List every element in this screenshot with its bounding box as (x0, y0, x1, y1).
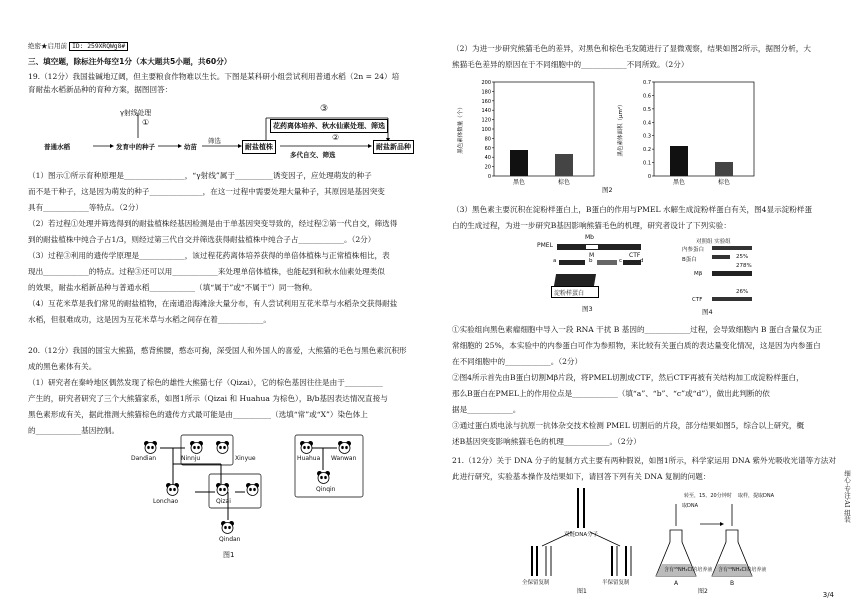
y-tick-label: 120 (481, 117, 491, 124)
q20-sub1-line-3: 在不同细胞中的____________。（2分） (452, 357, 583, 366)
x-tick-label: 棕色 (557, 179, 571, 186)
flask-b-label: B (730, 580, 735, 587)
mb-band (712, 271, 752, 276)
dsdna-label: 双链DNA分子 (564, 532, 599, 538)
bar (715, 162, 733, 176)
pedigree-figure (123, 434, 383, 559)
panda-icon (215, 482, 230, 497)
y-tick-label: 0.7 (643, 80, 651, 86)
figure-1-caption: 图1 (223, 551, 235, 559)
melanosome-count-chart (452, 72, 622, 190)
seedling-label: 幼苗 (184, 143, 197, 151)
b-protein-pct: 25% (736, 254, 749, 260)
anther-culture-box: 花药离体培养、秋水仙素处理、筛选 (270, 119, 388, 133)
q20-part3-line-1: （3）黑色素主要沉积在淀粉样蛋白上，B蛋白的作用与PMEL 水解生成淀粉样蛋白有关，图4显示淀粉样蛋 (452, 205, 813, 214)
y-tick-label: 180 (481, 89, 491, 96)
y-tick-label: 80 (484, 136, 491, 143)
q20-line-2: 成的黑色素体有关。 (28, 362, 97, 371)
q20-sub2-line-3: 据是____________。 (452, 405, 521, 414)
bar (510, 150, 528, 176)
b-protein-label: B蛋白 (682, 257, 697, 263)
q19-line-7: 现出____________的特点。过程③还可以用____________来处理单倍体植株，也能起到和秋水仙素处理类似 (28, 267, 385, 276)
panda-icon (215, 440, 230, 455)
y-tick-label: 0.4 (643, 120, 651, 127)
q20-part2-line-2: 熊猫毛色差异的原因在于不同细胞中的____________不同所致。（2分） (452, 60, 689, 69)
plot-frame (494, 82, 594, 176)
pmel-segment (585, 244, 599, 250)
q20-sub1-line-2: 常细胞的 25%，本实验中的内参蛋白可作为参照物，来比较有关蛋白质的表达量变化情况，这是因为内参蛋白 (452, 341, 821, 350)
panda-name: Ninnju (181, 455, 201, 462)
seed-label: 发育中的种子 (116, 143, 155, 151)
y-tick-label: 40 (484, 155, 491, 162)
step-3-marker: ③ (320, 104, 329, 114)
x-tick-label: 黑色 (512, 179, 526, 186)
site-b: b (589, 258, 593, 264)
amyloid-aggregate (554, 274, 596, 286)
tolerant-plant-box: 耐盐植株 (242, 140, 276, 154)
site-c: c (619, 258, 623, 264)
secret-label: 绝密★启用前 (28, 42, 67, 50)
figure-2-caption: 图2 (602, 186, 613, 194)
panda-icon (165, 482, 180, 497)
b-protein-band (712, 255, 730, 259)
inner-protein-band (712, 246, 752, 250)
figure-3 (537, 234, 647, 314)
q19-line-2: 而不是干种子，这是因为萌发的种子______________，在这一过程中需要处理大量种子，其原因是基因突变 (28, 187, 385, 196)
y-tick-label: 0 (647, 174, 651, 180)
q21-figure-1-caption: 图1 (577, 588, 587, 595)
gamma-treatment-label: γ射线处理 (120, 109, 152, 117)
y-tick-label: 140 (481, 108, 491, 115)
mb-label: Mb (585, 234, 594, 241)
panda-name: Dandian (131, 455, 157, 462)
q21-figure-2-caption: 图2 (698, 588, 708, 595)
plot-frame (654, 82, 754, 176)
panda-name: Qizai (216, 498, 231, 505)
y-tick-label: 0.5 (643, 106, 651, 113)
panda-name: Qinqin (316, 486, 336, 493)
selfing-label: 多代自交、筛选 (290, 151, 336, 159)
q20-sub3-line-1: ③通过蛋白质电泳与抗原一抗体杂交技术检测 PMEL 切割后的片段，部分结果如图5，综合以上研究，概 (452, 421, 805, 430)
figure-4 (682, 237, 762, 317)
q19-line-5: 到的耐盐植株中纯合子占1/3，则经过第三代自交并筛选获得耐盐植株中纯合子占____________。（2分） (28, 235, 376, 244)
site-d: d (640, 258, 644, 264)
ordinary-rice-label: 普通水稻 (44, 143, 70, 151)
note-label: 转至，15、20分钟时 (684, 493, 732, 499)
new-variety-box: 耐盐新品种 (373, 140, 414, 154)
ctf-band-label: CTF (692, 297, 703, 303)
culture-a-label: 含有¹⁵NH₄Cl的培养液 (664, 567, 713, 573)
y-tick-label: 160 (481, 98, 491, 105)
panda-icon (316, 470, 331, 485)
y-axis-label: 黑色素体数量（个） (458, 104, 464, 154)
q19-line-3: 具有____________等特点。（2分） (28, 203, 143, 212)
q19-stem-2: 育耐盐水稻新品种的育种方案，据图回答： (28, 85, 173, 94)
side-tag: 细心·专注·AI 组装 (843, 470, 851, 523)
figure-3-caption: 图3 (582, 305, 593, 313)
q19-line-1: （1）图示①所示育种原理是________________，“γ射线”属于__________诱变因子，应处理萌发的种子 (28, 171, 372, 180)
pmel-bar (557, 244, 641, 250)
pmel-label: PMEL (537, 242, 553, 249)
panda-name: Wanwan (331, 455, 357, 462)
figure-4-caption: 图4 (702, 308, 713, 316)
panda-icon (220, 520, 235, 535)
q19-line-4: （2）若过程①处理并筛选得到的耐盐植株经基因检测是由于单基因突变导致的，经过程②第一代自交，筛选得 (28, 219, 398, 228)
bar (670, 146, 688, 176)
group-header: 对照组 实验组 (696, 239, 731, 245)
secret-line (28, 41, 128, 50)
sample-label: 取样，提取DNA (738, 493, 775, 499)
bar (555, 154, 573, 176)
q20-line-1: 20.（12分）我国的国宝大熊猫，憨背熊腰，憨态可掬，深受国人和外国人的喜爱，大熊猫的毛色与黑色素沉积形 (28, 346, 407, 355)
step-2-marker: ② (332, 133, 340, 142)
fragment-c (623, 260, 641, 265)
q20-sub3-line-2: 述B基因突变影响熊猫毛色的机理____________。（2分） (452, 437, 641, 446)
figure-2 (452, 72, 782, 200)
panda-icon (189, 440, 204, 455)
q21-line-2: 此进行研究，实验基本操作及结果如下，请回答下列有关 DNA 复制的问题： (452, 472, 711, 481)
y-tick-label: 100 (481, 127, 491, 133)
panda-icon (337, 440, 352, 455)
y-axis-label: 黑色素体面积（μm²） (618, 101, 624, 157)
panda-icon (299, 440, 314, 455)
q20-part3-line-2: 白的生成过程，为进一步研究B基因影响熊猫毛色的机理，研究者设计了下列实验： (452, 221, 731, 230)
screening-label: 筛选 (208, 137, 221, 145)
mb-band-label: Mβ (694, 271, 703, 277)
m-label: M (589, 252, 595, 259)
y-tick-label: 0.6 (643, 93, 651, 100)
panda-icon (245, 482, 260, 497)
flask-a-label: A (674, 580, 679, 587)
q20-sub1-line-1: ①实验组向黑色素瘤细胞中导入一段 RNA 干扰 B 基因的____________过程，会导致细胞内 B 蛋白含量仅为正 (452, 325, 823, 334)
conservative-label: 全保留复制 (522, 580, 550, 586)
q19-line-9: （4）互花米草是我们常见的耐盐植物，在南通沿海滩涂大量分布，有人尝试利用互花米草与水稻杂交获得耐盐 (28, 299, 398, 308)
page-number: 3/4 (822, 591, 834, 599)
fragment-b (597, 260, 617, 265)
q20-part2-line-1: （2）为进一步研究熊猫毛色的差异，对黑色和棕色毛发随进行了显微观察，结果如图2所示，据图分析，大 (452, 44, 811, 53)
semiconservative-label: 半保留复制 (602, 580, 630, 586)
q21-line-1: 21.（12分）关于 DNA 分子的复制方式主要有两种假说，如图1所示，科学家运用 DNA 紫外光吸收光谱等方法对 (452, 456, 836, 465)
step-1-marker: ① (142, 118, 150, 127)
y-tick-label: 20 (484, 164, 491, 171)
amyloid-label: 淀粉样蛋白 (554, 290, 585, 297)
y-tick-label: 0.2 (643, 147, 651, 154)
ctf-band (712, 297, 752, 301)
culture-b-label: 含有¹⁴NH₄Cl的培养液 (718, 567, 767, 573)
extract-label: 取DNA (682, 503, 699, 509)
y-tick-label: 0.1 (643, 160, 651, 167)
y-tick-label: 0 (487, 174, 491, 180)
x-tick-label: 黑色 (672, 179, 686, 186)
panda-name: Lonchao (153, 498, 179, 505)
q20-sub2-line-2: 那么B蛋白在PMEL上的作用位点是____________（填“a”、“b”、“c”或“d”），做出此判断的依 (452, 389, 770, 398)
y-tick-label: 0.3 (643, 133, 651, 140)
q19-line-10: 水稻，但很难成功，这是因为互花米草与水稻之间存在着____________。 (28, 315, 271, 324)
q20-line-6: 的____________基因控制。 (28, 426, 120, 435)
ctf-label: CTF (629, 252, 641, 259)
y-tick-label: 60 (484, 145, 491, 152)
panda-name: Qindan (219, 536, 241, 543)
panda-name: Huahua (297, 455, 321, 462)
ctf-pct: 26% (736, 289, 749, 295)
q19-line-6: （3）过程③利用的遗传学原理是____________，该过程花药离体培养获得的单倍体植株与正常植株相比，表 (28, 251, 390, 260)
q20-line-4: 产生的，研究者研究了三个大熊猫家系，如图1所示（Qizai 和 Huahua 为棕色），B/b基因表达情况直接与 (28, 394, 388, 403)
melanosome-area-chart (612, 72, 772, 190)
site-a: a (553, 258, 557, 264)
q19-stem-1: 19.（12分）我国盐碱地辽阔，但主要粮食作物难以生长。下图是某科研小组尝试利用普通水稻（2n = 24）培 (28, 72, 400, 81)
q20-sub2-line-1: ②图4所示首先由B蛋白切割Mβ片段，将PMEL切割成CTF，然后CTF再被有关结构加工成淀粉样蛋白， (452, 373, 804, 382)
exam-id: ID: 259XRQWg8# (69, 42, 128, 51)
q20-line-5: 黑色素形成有关，据此推测大熊猫棕色的遗传方式最可能是由__________（选填“常”或“X”）染色体上 (28, 410, 368, 419)
q21-figures (512, 484, 775, 595)
breeding-diagram (28, 100, 433, 160)
panda-icon (143, 440, 158, 455)
q20-line-3: （1）研究者在秦岭地区偶然发现了棕色的雄性大熊猫七仔（Qizai），它的棕色基因往往是由于__________ (28, 378, 383, 387)
mb-pct: 278% (736, 263, 752, 269)
x-tick-label: 棕色 (717, 179, 731, 186)
inner-protein-label: 内参蛋白 (682, 247, 705, 253)
y-tick-label: 200 (481, 80, 491, 86)
fragment-a (559, 260, 585, 265)
section-heading: 三、填空题，除标注外每空1分（本大题共5小题，共60分） (28, 57, 232, 66)
q19-line-8: 的效果，耐盐水稻新品种与普通水稻____________（填“属于”或“不属于”）同一物种。 (28, 283, 317, 292)
panda-name: Xinyue (235, 455, 256, 462)
